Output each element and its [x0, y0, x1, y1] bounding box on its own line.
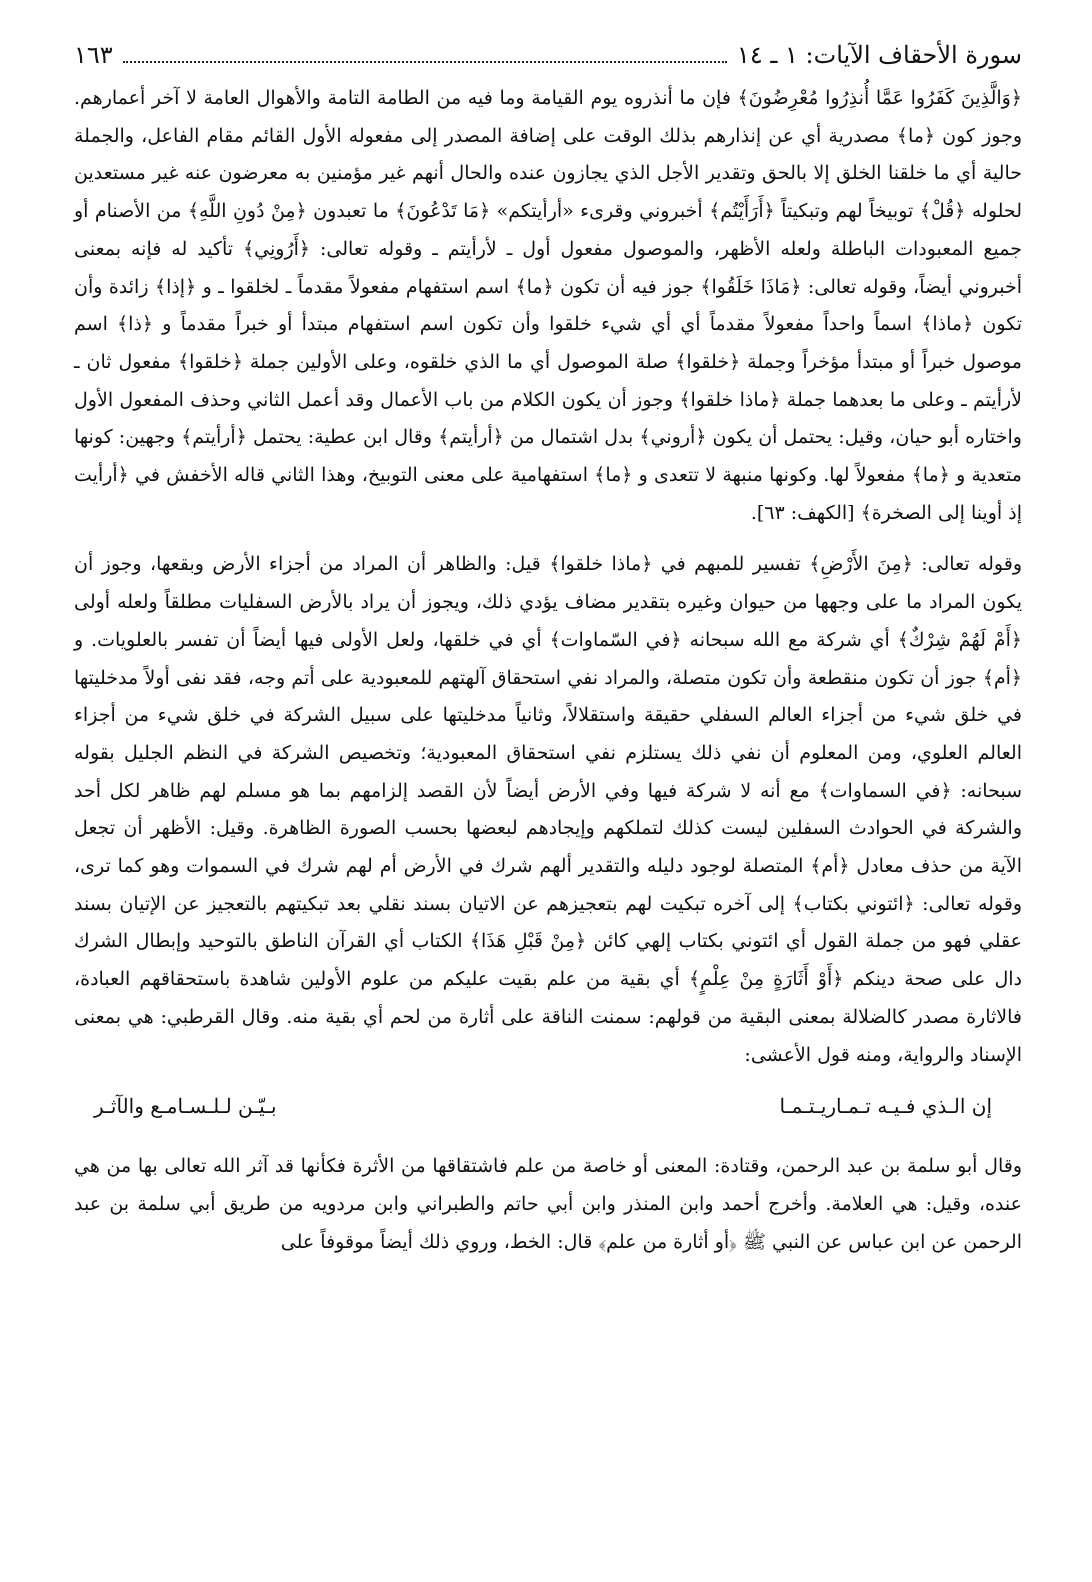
paragraph-3: وقال أبو سلمة بن عبد الرحمن، وقتادة: المعنى أو خاصة من علم فاشتقاقها من الأثرة فكأنها قد آثر الله تعالى بها من هي عنده، وقيل: هي العلامة. وأخرج أحمد وابن المنذر وابن أبي حاتم والطبراني وابن مردويه من طريق أبي سلمة بن عبد الرحمن عن ابن عباس عن النبي ﷺ ﴿أو أثارة من علم﴾ قال: الخط، وروي ذلك أيضاً موقوفاً على	[74, 1155, 1022, 1253]
dotted-leader	[123, 61, 727, 63]
paragraph-2: وقوله تعالى: ﴿مِنَ الأَرْضِ﴾ تفسير للمبهم في ﴿ماذا خلقوا﴾ قيل: والظاهر أن المراد من أجزاء الأرض وبقعها، وجوز أن يكون المراد ما على وجهها من حيوان وغيره بتقدير مضاف يؤدي ذلك، ويجوز أن يراد بالأرض السفليات مطلقاً ولعله أولى ﴿أَمْ لَهُمْ شِرْكٌ﴾ أي شركة مع الله سبحانه ﴿في السّماوات﴾ أي في خلقها، ولعل الأولى فيها أيضاً أن تفسر بالعلويات. و ﴿أم﴾ جوز أن تكون منقطعة وأن تكون متصلة، والمراد نفي استحقاق آلهتهم للمعبودية على أتم وجه، فقد نفى أولاً مدخليتها في خلق شيء من أجزاء العالم السفلي حقيقة واستقلالاً، وثانياً مدخليتها على سبيل الشركة في خلق شيء من أجزاء العالم العلوي، ومن المعلوم أن نفي ذلك يستلزم نفي استحقاق المعبودية؛ وتخصيص الشركة في النظم الجليل بقوله سبحانه: ﴿في السماوات﴾ مع أنه لا شركة فيها وفي الأرض أيضاً لأن القصد إلزامهم بما هو مسلم لهم ظاهر لكل أحد والشركة في الحوادث السفلين ليست كذلك لتملكهم وإيجادهم لبعضها بحسب الصورة الظاهرة. وقيل: الأظهر أن تجعل الآية من حذف معادل ﴿أم﴾ المتصلة لوجود دليله والتقدير ألهم شرك في الأرض أم لهم شرك في السموات وهو كما ترى، وقوله تعالى: ﴿ائتوني بكتاب﴾ إلى آخره تبكيت لهم بتعجيزهم عن الاتيان بسند نقلي بعد تبكيتهم بالتعجيز عن الإتيان بسند عقلي فهو من جملة القول أي ائتوني بكتاب إلهي كائن ﴿مِنْ قَبْلِ هَذَا﴾ الكتاب أي القرآن الناطق بالتوحيد وإبطال الشرك دال على صحة دينكم ﴿أَوْ أَثَارَةٍ مِنْ عِلْمٍ﴾ أي بقية من علم بقيت عليكم من علوم الأولين شاهدة باستحقاقهم العبادة، فالاثارة مصدر كالضلالة بمعنى البقية من قولهم: سمنت الناقة على أثارة من لحم أي بقية منه. وقال القرطبي: هي بمعنى الإسناد والرواية، ومنه قول الأعشى:	[74, 553, 1022, 1066]
verse-second-hemistich: بـيّـن لـلـسـامـع والآثـر	[94, 1094, 277, 1119]
chapter-title: سورة الأحقاف الآيات: ١ ـ ١٤	[736, 41, 1022, 69]
paragraph-1: ﴿وَالَّذِينَ كَفَرُوا عَمَّا أُنذِرُوا مُعْرِضُونَ﴾ فإن ما أنذروه يوم القيامة وما فيه من الطامة التامة والأهوال العامة لا آخر أعمارهم. وجوز كون ﴿ما﴾ مصدرية أي عن إنذارهم بذلك الوقت على إضافة المصدر إلى مفعوله الأول القائم مقام الفاعل، والجملة حالية أي ما خلقنا الخلق إلا بالحق وتقدير الأجل الذي يجازون عنده والحال أنهم غير مؤمنين به معرضون عنه غير مستعدين لحلوله ﴿قُلْ﴾ توبيخاً لهم وتبكيتاً ﴿أَرَأَيْتُم﴾ أخبروني وقرىء «أرأيتكم» ﴿مَا تَدْعُونَ﴾ ما تعبدون ﴿مِنْ دُونِ اللَّهِ﴾ من الأصنام أو جميع المعبودات الباطلة ولعله الأظهر، والموصول مفعول أول ـ لأرأيتم ـ وقوله تعالى: ﴿أَرُونِي﴾ تأكيد له فإنه بمعنى أخبروني أيضاً، وقوله تعالى: ﴿مَاذَا خَلَقُوا﴾ جوز فيه أن تكون ﴿ما﴾ اسم استفهام مفعولاً مقدماً ـ لخلقوا ـ و ﴿إذا﴾ زائدة وأن تكون ﴿ماذا﴾ اسماً واحداً مفعولاً مقدماً أي أي شيء خلقوا وأن تكون اسم استفهام مبتدأ أو خبراً مقدماً و ﴿ذا﴾ اسم موصول خبراً أو مبتدأ مؤخراً وجملة ﴿خلقوا﴾ صلة الموصول أي ما الذي خلقوه، وعلى الأولين جملة ﴿خلقوا﴾ مفعول ثان ـ لأرأيتم ـ وعلى ما بعدهما جملة ﴿ماذا خلقوا﴾ وجوز أن يكون الكلام من باب الأعمال وقد أعمل الثاني وحذف المفعول الأول واختاره أبو حيان، وقيل: يحتمل أن يكون ﴿أروني﴾ بدل اشتمال من ﴿أرأيتم﴾ وقال ابن عطية: يحتمل ﴿أرأيتم﴾ وجهين: كونها متعدية و ﴿ما﴾ مفعولاً لها. وكونها منبهة لا تتعدى و ﴿ما﴾ استفهامية على معنى التوبيخ، وهذا الثاني قاله الأخفش في ﴿أرأيت إذ أوينا إلى الصخرة﴾ [الكهف: ٦٣].	[74, 87, 1022, 524]
paragraph-spacer	[74, 532, 1022, 546]
poetry-verse	[74, 1080, 1022, 1132]
running-header	[74, 40, 1022, 70]
page-number: ١٦٣	[74, 41, 113, 69]
verse-first-hemistich: إن الـذي فـيـه تـمـاريـتـمـا	[779, 1094, 992, 1119]
